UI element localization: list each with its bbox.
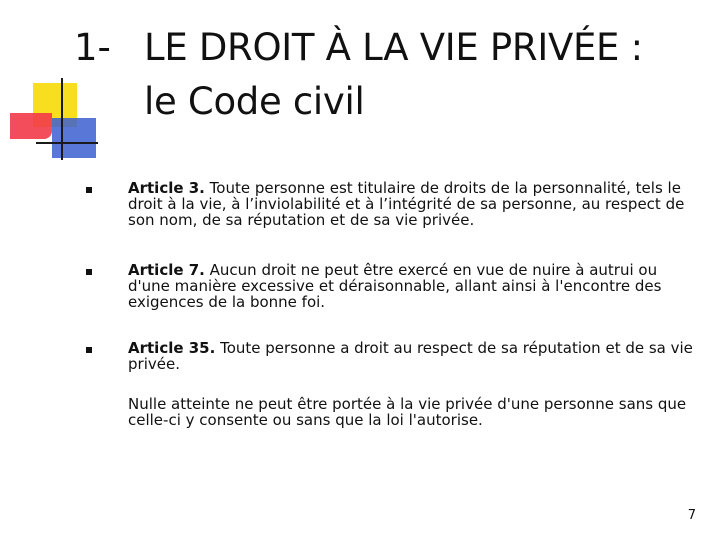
logo-red-square	[10, 113, 52, 139]
title-number: 1-	[74, 26, 111, 69]
bullet-text	[128, 180, 698, 228]
article-body: Toute personne est titulaire de droits de la personnalité, tels le droit à la vie, à l’inviolabilité et à l’intégrité de sa personne, au respect de son nom, de sa réputation et de sa vie privée.	[128, 179, 685, 229]
article-label: Article 3.	[128, 179, 205, 197]
article-label: Article 7.	[128, 261, 205, 279]
bullet-square-icon	[86, 187, 92, 193]
title-line-1: LE DROIT À LA VIE PRIVÉE :	[144, 26, 643, 69]
page-number: 7	[687, 508, 696, 523]
bullet-text	[128, 262, 698, 310]
logo-blue-square	[52, 118, 96, 158]
bullet-square-icon	[86, 347, 92, 353]
article-label: Article 35.	[128, 339, 216, 357]
title-line-2: le Code civil	[144, 80, 365, 123]
bullet-text	[128, 340, 698, 372]
bullet-square-icon	[86, 269, 92, 275]
article-body: Toute personne a droit au respect de sa réputation et de sa vie privée.	[128, 339, 693, 373]
article-35-continuation: Nulle atteinte ne peut être portée à la vie privée d'une personne sans que celle-ci y consente ou sans que la loi l'autorise.	[128, 395, 687, 429]
logo-vertical-line	[61, 78, 63, 160]
article-body: Aucun droit ne peut être exercé en vue de nuire à autrui ou d'une manière excessive et déraisonnable, allant ainsi à l'encontre des exigences de la bonne foi.	[128, 261, 662, 311]
logo-horizontal-line	[36, 142, 98, 144]
